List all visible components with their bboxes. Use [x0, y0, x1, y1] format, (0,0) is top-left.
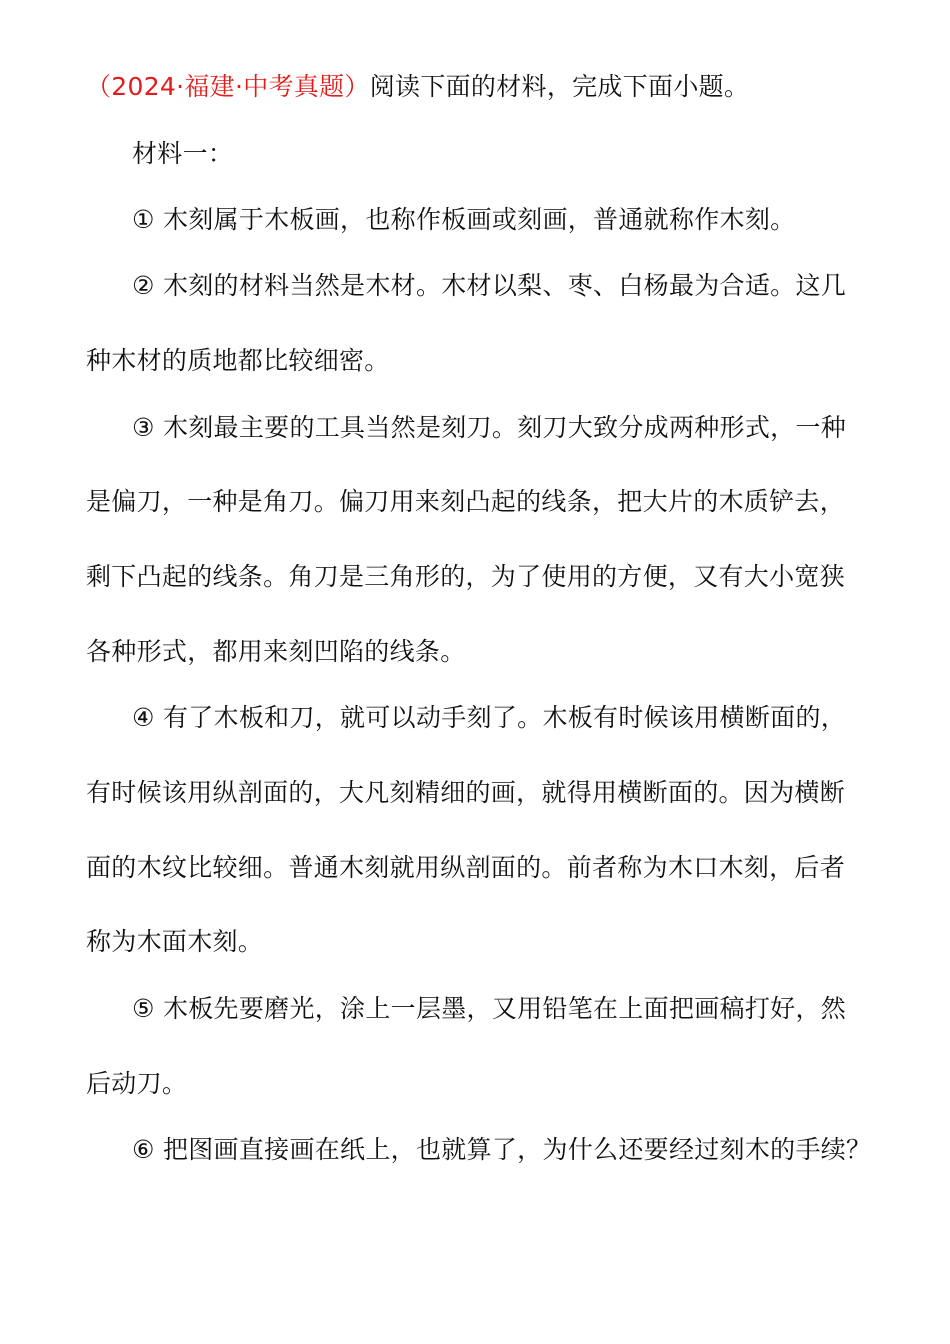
- paragraph-3-line-4: 各种形式，都用来刻凹陷的线条。: [86, 637, 466, 666]
- paragraph-5-line-2: 后动刀。: [86, 1069, 188, 1098]
- paragraph-3-line-2: 是偏刀，一种是角刀。偏刀用来刻凸起的线条，把大片的木质铲去，: [86, 487, 846, 516]
- question-header: [86, 70, 749, 104]
- question-prompt: 阅读下面的材料，完成下面小题。: [369, 72, 750, 101]
- paragraph-4-line-1: ④ 有了木板和刀，就可以动手刻了。木板有时候该用横断面的，: [132, 703, 847, 732]
- paragraph-4-line-3: 面的木纹比较细。普通木刻就用纵剖面的。前者称为木口木刻，后者: [86, 853, 846, 882]
- paragraph-4-line-4: 称为木面木刻。: [86, 927, 264, 956]
- paragraph-3-line-3: 剩下凸起的线条。角刀是三角形的，为了使用的方便，又有大小宽狭: [86, 562, 846, 591]
- paragraph-2-line-2: 种木材的质地都比较细密。: [86, 346, 390, 375]
- question-source: （2024·福建·中考真题）: [86, 72, 370, 101]
- paragraph-6-line-1: ⑥ 把图画直接画在纸上，也就算了，为什么还要经过刻木的手续？: [132, 1135, 872, 1164]
- material-label: 材料一：: [132, 139, 234, 168]
- paragraph-4-line-2: 有时候该用纵剖面的，大凡刻精细的画，就得用横断面的。因为横断: [86, 778, 846, 807]
- paragraph-3-line-1: ③ 木刻最主要的工具当然是刻刀。刻刀大致分成两种形式，一种: [132, 413, 847, 442]
- paragraph-2-line-1: ② 木刻的材料当然是木材。木材以梨、枣、白杨最为合适。这几: [132, 271, 847, 300]
- paragraph-5-line-1: ⑤ 木板先要磨光，涂上一层墨，又用铅笔在上面把画稿打好，然: [132, 994, 847, 1023]
- paragraph-1-line-1: ① 木刻属于木板画，也称作板画或刻画，普通就称作木刻。: [132, 205, 796, 234]
